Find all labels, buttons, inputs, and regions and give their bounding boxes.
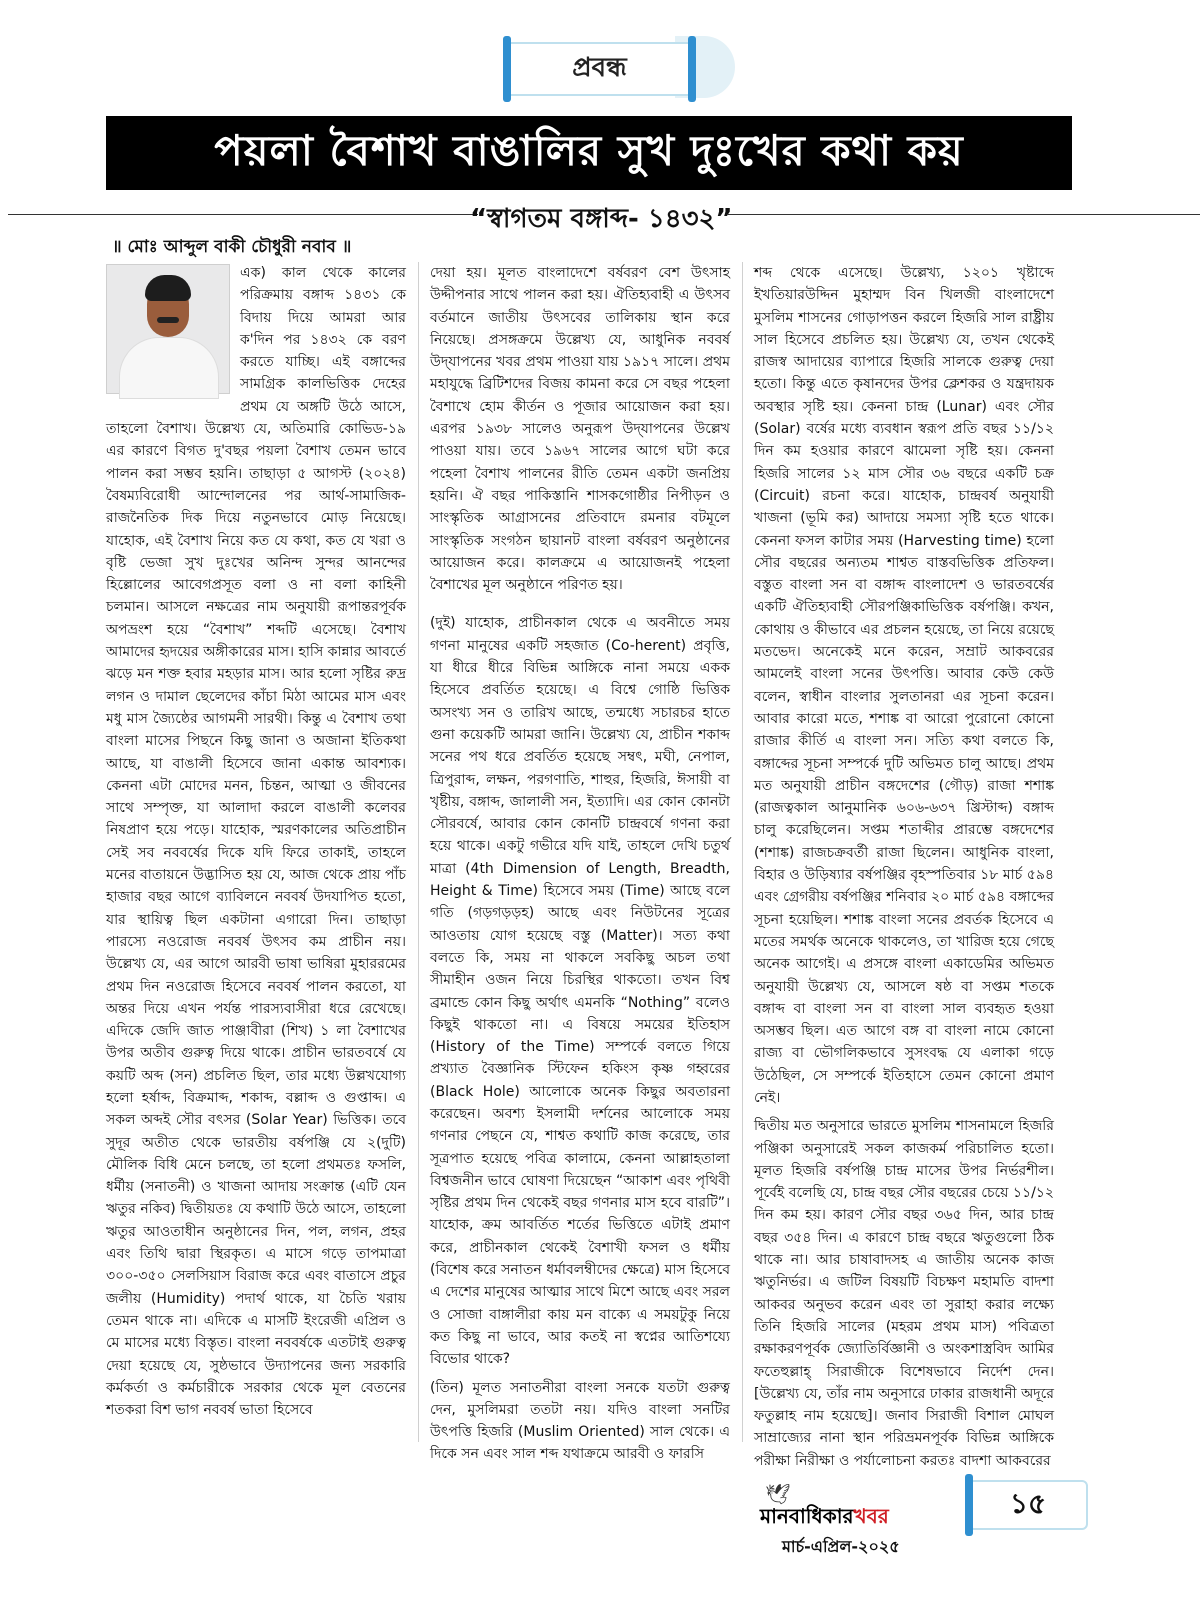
publication-logo (760, 1502, 930, 1535)
article-subtitle: “স্বাগতম বঙ্গাব্দ- ১৪৩২” (470, 204, 733, 234)
paragraph: দ্বিতীয় মত অনুসারে ভারতে মুসলিম শাসনামলে হিজরি পঞ্জিকা অনুসারেই সকল কাজকর্ম পরিচালিত হতো। মূলত হিজরি বর্ষপঞ্জি চান্দ্র মাসের উপর নির্ভরশীল। পূর্বেই বলেছি যে, চান্দ্র বছর সৌর বছরের চেয়ে ১১/১২ দিন কম হয়। কারণ সৌর বছর ৩৬৫ দিন, আর চান্দ্র বছর ৩৫৪ দিন। এ কারণে চান্দ্র বছরে ঋতুগুলো ঠিক থাকে না। আর চাষাবাদসহ এ জাতীয় অনেক কাজ ঋতুনির্ভর। এ জটিল বিষয়টি বিচক্ষণ মহামতি বাদশা আকবর অনুভব করেন এবং তা সুরাহা করার লক্ষ্যে তিনি হিজরি সালের (মহরম প্রথম মাস) পবিত্রতা রক্ষাকরণপূর্বক জ্যোতির্বিজ্ঞানী ও অংকশাস্ত্রবিদ আমির ফতেহুল্লাহ্ সিরাজীকে বিশেষভাবে নির্দেশ দেন। [উল্লেখ্য যে, তাঁর নাম অনুসারে ঢাকার রাজধানী অদূরে ফতুল্লাহ নাম হয়েছে]। জনাব সিরাজী বিশাল মোঘল সাম্রাজ্যের নানা স্থান পরিভ্রমনপূর্বক বিভিন্ন আঙ্গিকে পরীক্ষা নিরীক্ষা ও পর্যালোচনা করতঃ বাদশা আকবরের (754, 1118, 1054, 1469)
column-separator (418, 262, 419, 1442)
paragraph: (তিন) মূলত সনাতনীরা বাংলা সনকে যতটা গুরুত্ব দেন, মুসলিমরা ততটা নয়। যদিও বাংলা সনটির উৎপত্তি হিজরি (Muslim Oriented) সাল থেকে। এ দিকে সন এবং সাল শব্দ যথাক্রমে আরবী ও ফারসি (430, 1379, 730, 1463)
text-column-3 (754, 262, 1054, 1469)
author-photo (106, 264, 230, 394)
page-number: ১৫ (1009, 1486, 1047, 1520)
photo-shirt (119, 337, 219, 399)
article-title: পয়লা বৈশাখ বাঙালির সুখ দুঃখের কথা কয় (214, 125, 964, 175)
photo-moustache (157, 317, 179, 323)
dove-icon: 🕊 (765, 1482, 791, 1506)
page-number-tab (968, 1480, 1088, 1530)
paragraph: এক) কাল থেকে কালের পরিক্রমায় বঙ্গাব্দ ১৪৩১ কে বিদায় দিয়ে আমরা আর ক'দিন পর ১৪৩২ কে বরণ করতে যাচ্ছি। এই বঙ্গাব্দের সামগ্রিক কালভিত্তিক দেহের প্রথম যে অঙ্গটি উঠে আসে, তাহলো বৈশাখ। উল্লেখ্য যে, অতিমারি কোভিড-১৯ এর কারণে বিগত দু'বছর পয়লা বৈশাখ তেমন ভাবে পালন করা সম্ভব হয়নি। তাছাড়া ৫ আগস্ট (২০২৪) বৈষম্যবিরোধী আন্দোলনের পর আর্থ-সামাজিক-রাজনৈতিক দিক দিয়ে নতুনভাবে মোড় নিয়েছে। যাহোক, এই বৈশাখ নিয়ে কত যে কথা, কত যে খরা ও বৃষ্টি ভেজা সুখ দুঃখের অনিন্দ সুন্দর আনন্দের হিল্লোলের আবেগপ্রসূত বলা ও না বলা কাহিনী চলমান। আসলে নক্ষত্রের নাম অনুযায়ী রূপান্তরপূর্বক অপভ্রংশ হয়ে “বৈশাখ” শব্দটি এসেছে। বৈশাখ আমাদের হৃদয়ের অঙ্গীকারের মাস। হাসি কান্নার আবর্তে ঝড়ে মন শক্ত হবার মহড়ার মাস। আর হলো সৃষ্টির রুদ্র লগন ও দামাল ছেলেদের কাঁচা মিঠা আমের মাস এবং মধু মাস জ্যৈষ্ঠের আগমনী সারথী। কিন্তু এ বৈশাখ তথা বাংলা মাসের পিছনে কিছু জানা ও অজানা ইতিকথা আছে, যা বাঙালী হিসেবে জানা একান্ত আবশ্যক। কেননা এটা মোদের মনন, চিন্তন, আত্মা ও জীবনের সাথে সম্পৃক্ত, যা আলাদা করলে বাঙালী কলেবর নিষপ্রাণ হয়ে পড়ে। যাহোক, স্মরণকালের অতিপ্রাচীন সেই সব নববর্ষের দিকে যদি ফিরে তাকাই, তাহলে মনের বাতায়নে উদ্ভাসিত হয় যে, আজ থেকে প্রায় পাঁচ হাজার বছর আগে ব্যাবিলনে নববর্ষ উদযাপিত হতো, যার স্থায়িত্ব ছিল একটানা এগারো দিন। তাছাড়া পারস্যে নওরোজ নববর্ষ উৎসব কম প্রাচীন নয়। উল্লেখ্য যে, এর আগে আরবী ভাষা ভাষিরা মুহাররমের প্রথম দিন নওরোজ হিসেবে নববর্ষ পালন করতো, যা অন্তর দিয়ে এখন পর্যন্ত পারস্যবাসীরা ধরে রেখেছে। এদিকে জেদি জাত পাঞ্জাবীরা (শিখ) ১ লা বৈশাখের উপর অতীব গুরুত্ব দিয়ে থাকে। প্রাচীন ভারতবর্ষে যে কয়টি অব্দ (সন) প্রচলিত ছিল, তার মধ্যে উল্লখযোগ্য হলো হর্ষাব্দ, বিক্রমাব্দ, শকাব্দ, বল্লাব্দ ও গুপ্তাব্দ। এ সকল অব্দই সৌর বৎসর (Solar Year) ভিত্তিক। তবে সুদূর অতীত থেকে ভারতীয় বর্ষপঞ্জি যে ২(দুটি) মৌলিক বিধি মেনে চলছে, তা হলো প্রথমতঃ ফসলি, ধর্মীয় (সনাতনী) ও খাজনা আদায় সংক্রান্ত (এটি যেন ঋতুর নকিব) দ্বিতীয়তঃ যে কথাটি উঠে আসে, তাহলো ঋতুর আওতাধীন অনুষ্ঠানের দিন, পল, লগন, প্রহর এবং তিথি দ্বারা স্থিরকৃত। এ মাসে গড়ে তাপমাত্রা ৩০০-৩৫০ সেলসিয়াস বিরাজ করে এবং বাতাসে প্রচুর জলীয় (Humidity) পদার্থ থাকে, যা চৈতি খরায় তেমন থাকে না। এদিকে এ মাসটি ইংরেজী এপ্রিল ও মে মাসের মধ্যে বিস্তৃত। বাংলা নববর্ষকে এতটাই গুরুত্ব দেয়া হয়েছে যে, সুষ্ঠভাবে উদ্যাপনের জন্য সরকারি কর্মকর্তা ও কর্মচারীকে সরকার থেকে মূল বেতনের শতকরা বিশ ভাগ নববর্ষ ভাতা হিসেবে (106, 265, 406, 1419)
author-byline: ॥ মোঃ আব্দুল বাকী চৌধুরী নবাব ॥ (112, 237, 352, 257)
publication-name-accent: খবর (853, 1504, 889, 1528)
section-tab (505, 42, 694, 96)
paragraph: শব্দ থেকে এসেছে। উল্লেখ্য, ১২০১ খৃষ্টাব্দে ইখতিয়ারউদ্দিন মুহাম্মদ বিন খিলজী বাংলাদেশে মুসলিম শাসনের গোড়াপত্তন করলে হিজরি সাল রাষ্ট্রীয় সাল হিসেবে প্রচলিত হয়। উল্লেখ্য যে, তখন থেকেই রাজস্ব আদায়ের ব্যাপারে হিজরি সালকে গুরুত্ব দেয়া হতো। কিন্তু এতে কৃষানদের উপর ক্লেশকর ও যন্ত্রদায়ক অবস্থার সৃষ্টি হয়। কেননা চান্দ্র (Lunar) এবং সৌর (Solar) বর্ষের মধ্যে ব্যবধান স্বরূপ প্রতি বছর ১১/১২ দিন কম হওয়ার কারণে ঝামেলা সৃষ্টি হয়। কেননা হিজরি সালের ১২ মাস সৌর ৩৬ বছরে একটি চক্র (Circuit) রচনা করে। যাহোক, চান্দ্রবর্ষ অনুযায়ী খাজনা (ভূমি কর) আদায়ে সমস্যা সৃষ্টি হতে থাকে। কেননা ফসল কাটার সময় (Harvesting time) হলো সৌর বছরের অন্যতম শাশ্বত বাস্তবভিত্তিক প্রতিফল। বস্তুত বাংলা সন বা বঙ্গাব্দ বাংলাদেশ ও ভারতবর্ষের একটি ঐতিহ্যবাহী সৌরপঞ্জিকাভিত্তিক বর্ষপঞ্জি। কখন, কোথায় ও কীভাবে এর প্রচলন হয়েছে, তা নিয়ে রয়েছে মতভেদ। অনেকেই মনে করেন, সম্রাট আকবরের আমলেই বাংলা সনের উৎপত্তি। আবার কেউ কেউ বলেন, স্বাধীন বাংলার সুলতানরা এর সূচনা করেন। আবার কারো মতে, শশাঙ্ক বা আরো পুরোনো কোনো রাজার কীর্তি এ বাংলা সন। সত্যি কথা বলতে কি, বঙ্গাব্দের সূচনা সম্পর্কে দুটি অভিমত চালু আছে। প্রথম মত অনুযায়ী প্রাচীন বঙ্গদেশের (গৌড়) রাজা শশাঙ্ক (রাজত্বকাল আনুমানিক ৬০৬-৬৩৭ খ্রিস্টাব্দ) বঙ্গাব্দ চালু করেছিলেন। সপ্তম শতাব্দীর প্রারম্ভে বঙ্গদেশের (শশাঙ্ক) রাজচক্রবর্তী রাজা ছিলেন। আধুনিক বাংলা, বিহার ও উড়িষ্যার বর্ষপঞ্জির বৃহস্পতিবার ১৮ মার্চ ৫৯৪ এবং গ্রেগরীয় বর্ষপঞ্জির শনিবার ২০ মার্চ ৫৯৪ বঙ্গাব্দের সূচনা হয়েছিল। শশাঙ্ক বাংলা সনের প্রবর্তক হিসেবে এ মতের সমর্থক অনেকে থাকলেও, তা খারিজ হয়ে গেছে অনেক আগেই। এ প্রসঙ্গে বাংলা একাডেমির অভিমত অনুযায়ী উল্লেখ্য যে, আসলে ষষ্ঠ বা সপ্তম শতকে বঙ্গাব্দ বা বাংলা সন বা বাংলা সাল ব্যবহৃত হওয়া অসম্ভব ছিল। এত আগে বঙ্গ বা বাংলা নামে কোনো রাজ্য বা ভৌগলিকভাবে সুসংবদ্ধ যে এলাকা গড়ে উঠেছিল, সে সম্পর্কে ইতিহাসে তেমন কোনো প্রমাণ নেই। (754, 265, 1054, 1106)
tab-accent-bar-right (688, 36, 696, 102)
tab-accent-bar-left (503, 36, 511, 102)
divider-left (8, 214, 478, 215)
tab-accent-bar (965, 1474, 973, 1536)
paragraph: দেয়া হয়। মূলত বাংলাদেশে বর্ষবরণ বেশ উৎসাহ উদ্দীপনার সাথে পালন করা হয়। ঐতিহ্যবাহী এ উৎসব বর্তমানে জাতীয় উৎসবের তালিকায় স্থান করে নিয়েছে। প্রসঙ্গক্রমে উল্লেখ্য যে, আধুনিক নববর্ষ উদ্‌যাপনের খবর প্রথম পাওয়া যায় ১৯১৭ সালে। প্রথম মহাযুদ্ধে ব্রিটিশদের বিজয় কামনা করে সে বছর পহেলা বৈশাখে হোম কীর্তন ও পূজার আয়োজন করা হয়। এরপর ১৯৩৮ সালেও অনুরূপ উদ্‌যাপনের উল্লেখ পাওয়া যায়। তবে ১৯৬৭ সালের আগে ঘটা করে পহেলা বৈশাখ পালনের রীতি তেমন একটা জনপ্রিয় হয়নি। ঐ বছর পাকিস্তানি শাসকগোষ্ঠীর নিপীড়ন ও সাংস্কৃতিক আগ্রাসনের প্রতিবাদে রমনার বটমূলে সাংস্কৃতিক সংগঠন ছায়ানট বাংলা বর্ষবরণ অনুষ্ঠানের আয়োজন করে। কালক্রমে এ আয়োজনই পহেলা বৈশাখের মূল অনুষ্ঠানে পরিণত হয়। (430, 265, 730, 594)
publication-name: মানবাধিকার (760, 1504, 854, 1528)
issue-date: মার্চ-এপ্রিল-২০২৫ (782, 1537, 900, 1556)
column-separator (742, 262, 743, 1442)
title-banner (106, 116, 1072, 190)
photo-hair (145, 275, 191, 301)
text-column-2 (430, 262, 730, 1463)
divider-right (728, 214, 1200, 215)
text-column-1 (106, 262, 406, 1442)
paragraph: (দুই) যাহোক, প্রাচীনকাল থেকে এ অবনীতে সময় গণনা মানুষের একটি সহজাত (Co-herent) প্রবৃত্তি, যা ধীরে ধীরে বিভিন্ন আঙ্গিকে নানা সময়ে একক হিসেবে প্রবর্তিত হয়েছে। এ বিশ্বে গোষ্ঠি ভিত্তিক অসংখ্য সন ও তারিখ আছে, তন্মধ্যে সচারচর হাতে গুনা কয়েকটি আমরা জানি। উল্লেখ্য যে, প্রাচীন শকাব্দ সনের পথ ধরে প্রবর্তিত হয়েছে সম্বৎ, মঘী, নেপাল, ত্রিপুরাব্দ, লক্ষন, পরগণাতি, শাহুর, হিজরি, ঈসায়ী বা খৃষ্টীয়, বঙ্গাব্দ, জালালী সন, ইত্যাদি। এর কোন কোনটা সৌরবর্ষে, আবার কোন কোনটি চান্দ্রবর্ষে গণনা করা হয়ে থাকে। একটু গভীরে যদি যাই, তাহলে দেখি চতুর্থ মাত্রা (4th Dimension of Length, Breadth, Height & Time) হিসেবে সময় (Time) আছে বলে গতি (গড়গড়ড়হ) আছে এবং নিউটনের সূত্রের আওতায় যোগ হয়েছে বস্তু (Matter)। সত্য কথা বলতে কি, সময় না থাকলে সবকিছু অচল তথা সীমাহীন ওজন নিয়ে চিরস্থির থাকতো। তখন বিশ্ব ব্রমান্ডে কোন কিছু অর্থাৎ এমনকি “Nothing” বলেও কিছুই থাকতো না। এ বিষয়ে সময়ের ইতিহাস (History of the Time) সম্পর্কে বলতে গিয়ে প্রখ্যাত বৈজ্ঞানিক স্টিফেন হকিংস কৃষ্ণ গহ্বরের (Black Hole) আলোকে অনেক কিছুর অবতারনা করেছেন। অবশ্য ইসলামী দর্শনের আলোকে সময় গণনার পেছনে যে, শাশ্বত কথাটি কাজ করেছে, তার সূত্রপাত হয়েছে পবিত্র কালামে, কেননা আল্লাহতালা বিশ্বজনীন ভাবে ঘোষণা দিয়েছেন “আকাশ এবং পৃথিবী সৃষ্টির প্রথম দিন থেকেই বছর গণনার মাস হবে বারটি”। যাহোক, ক্রম আবর্তিত শর্তের ভিত্তিতে এটাই প্রমাণ করে, প্রাচীনকাল থেকেই বৈশাখী ফসল ও ধর্মীয় (বিশেষ করে সনাতন ধর্মাবলম্বীদের ক্ষেত্রে) মাস হিসেবে এ দেশের মানুষের আত্মার সাথে মিশে আছে এবং সরল ও সোজা বাঙ্গালীরা কায় মন বাক্যে এ সময়টুকু নিয়ে কত কিছু না ভাবে, আর কতই না স্বপ্নের আতিশয্যে বিভোর থাকে? (430, 615, 730, 1368)
section-label: প্রবন্ধ (572, 53, 627, 83)
